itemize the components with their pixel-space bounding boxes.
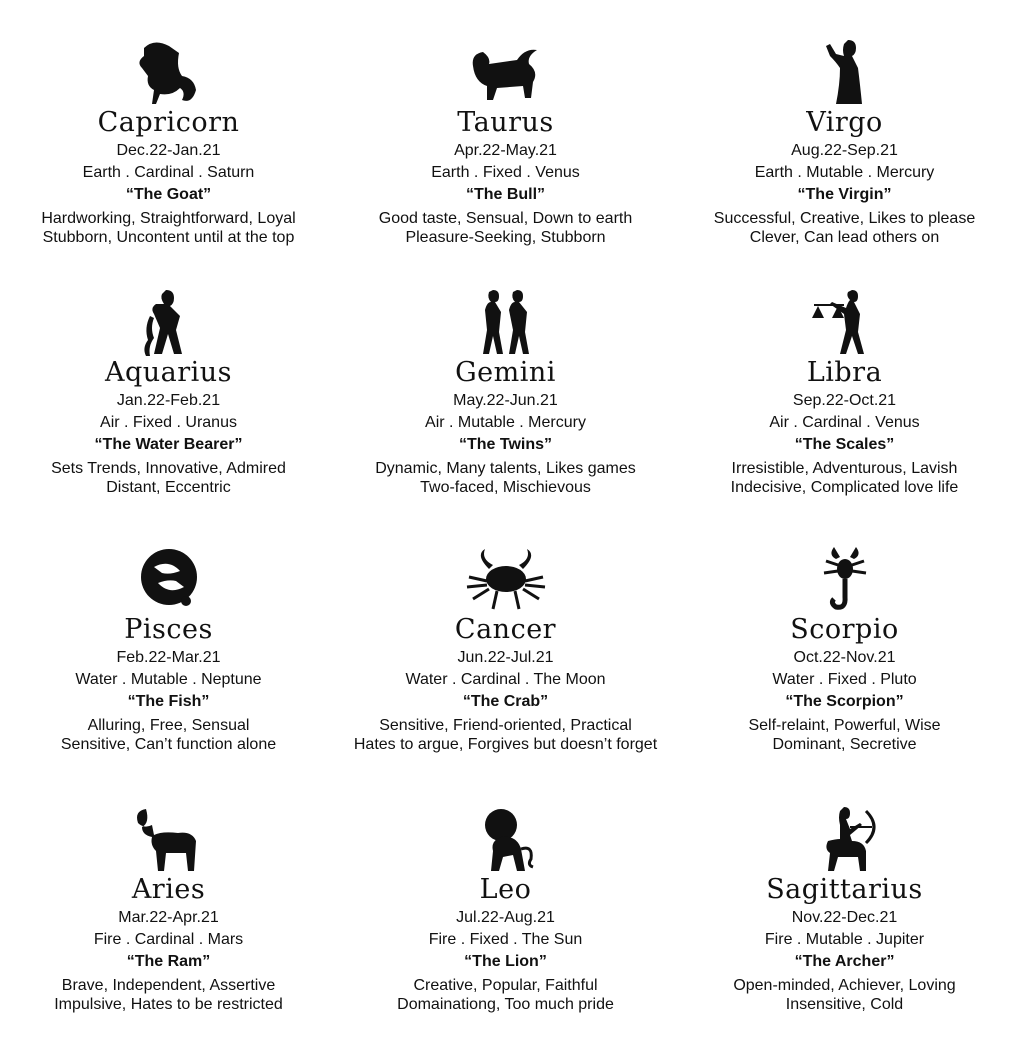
sign-card-libra	[676, 288, 1013, 497]
sign-nickname: “The Virgin”	[797, 186, 892, 203]
sign-nickname: “The Goat”	[125, 186, 212, 203]
sign-positive-traits: Sensitive, Friend-oriented, Practical	[379, 717, 632, 734]
sign-name: Libra	[806, 357, 883, 388]
sign-nickname: “The Lion”	[464, 953, 547, 970]
sign-dates: Jul.22-Aug.21	[456, 909, 555, 926]
maiden-icon	[676, 38, 1013, 108]
sign-dates: Mar.22-Apr.21	[118, 909, 219, 926]
sign-element: Air . Fixed . Uranus	[100, 414, 237, 431]
sign-element: Fire . Cardinal . Mars	[93, 931, 244, 948]
sign-nickname: “The Scorpion”	[785, 693, 904, 710]
sign-nickname: “The Twins”	[458, 436, 553, 453]
crab-icon	[337, 545, 674, 615]
sign-negative-traits: Domainationg, Too much pride	[397, 996, 614, 1013]
sign-element: Air . Cardinal . Venus	[769, 414, 920, 431]
sign-dates: Oct.22-Nov.21	[793, 649, 896, 666]
sign-element: Water . Mutable . Neptune	[75, 671, 262, 688]
sign-dates: Jan.22-Feb.21	[116, 392, 221, 409]
sign-positive-traits: Successful, Creative, Likes to please	[713, 210, 976, 227]
sign-nickname: “The Bull”	[465, 186, 546, 203]
sign-dates: May.22-Jun.21	[453, 392, 558, 409]
sign-element: Earth . Mutable . Mercury	[754, 164, 935, 181]
sign-positive-traits: Creative, Popular, Faithful	[413, 977, 598, 994]
sign-negative-traits: Indecisive, Complicated love life	[730, 479, 959, 496]
sign-negative-traits: Pleasure-Seeking, Stubborn	[405, 229, 606, 246]
sign-nickname: “The Scales”	[794, 436, 895, 453]
archer-icon	[676, 805, 1013, 875]
sign-card-sagittarius	[676, 805, 1013, 1014]
sign-card-scorpio	[676, 545, 1013, 754]
twins-icon	[337, 288, 674, 358]
sign-dates: Nov.22-Dec.21	[791, 909, 898, 926]
sign-name: Leo	[479, 874, 532, 905]
fish-icon	[0, 545, 337, 615]
sign-card-leo	[337, 805, 674, 1014]
sign-element: Earth . Cardinal . Saturn	[82, 164, 255, 181]
sign-card-cancer	[337, 545, 674, 754]
sign-negative-traits: Distant, Eccentric	[106, 479, 231, 496]
sign-positive-traits: Open-minded, Achiever, Loving	[733, 977, 956, 994]
sign-positive-traits: Self-relaint, Powerful, Wise	[748, 717, 941, 734]
sign-nickname: “The Archer”	[794, 953, 895, 970]
ram-icon	[0, 805, 337, 875]
sign-element: Water . Cardinal . The Moon	[405, 671, 606, 688]
sign-positive-traits: Irresistible, Adventurous, Lavish	[731, 460, 958, 477]
sign-element: Fire . Mutable . Jupiter	[764, 931, 925, 948]
goat-fish-icon	[0, 38, 337, 108]
sign-card-virgo	[676, 38, 1013, 247]
sign-card-capricorn	[0, 38, 337, 247]
sign-name: Virgo	[806, 107, 883, 138]
sign-nickname: “The Crab”	[462, 693, 549, 710]
sign-dates: Jun.22-Jul.21	[457, 649, 554, 666]
sign-negative-traits: Stubborn, Uncontent until at the top	[42, 229, 295, 246]
sign-name: Gemini	[455, 357, 556, 388]
sign-dates: Apr.22-May.21	[454, 142, 557, 159]
sign-name: Capricorn	[97, 107, 240, 138]
sign-positive-traits: Sets Trends, Innovative, Admired	[51, 460, 286, 477]
sign-negative-traits: Insensitive, Cold	[785, 996, 904, 1013]
sign-nickname: “The Fish”	[127, 693, 210, 710]
sign-positive-traits: Alluring, Free, Sensual	[87, 717, 250, 734]
sign-element: Air . Mutable . Mercury	[425, 414, 586, 431]
sign-negative-traits: Two-faced, Mischievous	[420, 479, 591, 496]
sign-positive-traits: Brave, Independent, Assertive	[61, 977, 276, 994]
sign-negative-traits: Sensitive, Can’t function alone	[60, 736, 277, 753]
sign-card-taurus	[337, 38, 674, 247]
sign-positive-traits: Hardworking, Straightforward, Loyal	[41, 210, 296, 227]
sign-positive-traits: Good taste, Sensual, Down to earth	[378, 210, 633, 227]
scorpion-icon	[676, 545, 1013, 615]
sign-name: Taurus	[457, 107, 554, 138]
sign-nickname: “The Water Bearer”	[94, 436, 243, 453]
sign-card-gemini	[337, 288, 674, 497]
sign-negative-traits: Dominant, Secretive	[772, 736, 917, 753]
sign-name: Cancer	[454, 614, 557, 645]
scales-icon	[676, 288, 1013, 358]
sign-positive-traits: Dynamic, Many talents, Likes games	[375, 460, 636, 477]
bull-icon	[337, 38, 674, 108]
sign-element: Water . Fixed . Pluto	[772, 671, 917, 688]
sign-dates: Dec.22-Jan.21	[116, 142, 221, 159]
sign-dates: Aug.22-Sep.21	[791, 142, 898, 159]
lion-icon	[337, 805, 674, 875]
sign-element: Fire . Fixed . The Sun	[428, 931, 583, 948]
water-bearer-icon	[0, 288, 337, 358]
sign-negative-traits: Impulsive, Hates to be restricted	[54, 996, 283, 1013]
sign-dates: Feb.22-Mar.21	[116, 649, 221, 666]
sign-element: Earth . Fixed . Venus	[431, 164, 580, 181]
sign-card-aquarius	[0, 288, 337, 497]
sign-negative-traits: Hates to argue, Forgives but doesn’t forget	[353, 736, 658, 753]
sign-dates: Sep.22-Oct.21	[792, 392, 897, 409]
sign-name: Aries	[131, 874, 206, 905]
sign-card-pisces	[0, 545, 337, 754]
sign-nickname: “The Ram”	[126, 953, 211, 970]
sign-name: Sagittarius	[766, 874, 923, 905]
sign-negative-traits: Clever, Can lead others on	[749, 229, 940, 246]
sign-name: Pisces	[124, 614, 213, 645]
sign-name: Aquarius	[104, 357, 233, 388]
sign-name: Scorpio	[790, 614, 899, 645]
sign-card-aries	[0, 805, 337, 1014]
